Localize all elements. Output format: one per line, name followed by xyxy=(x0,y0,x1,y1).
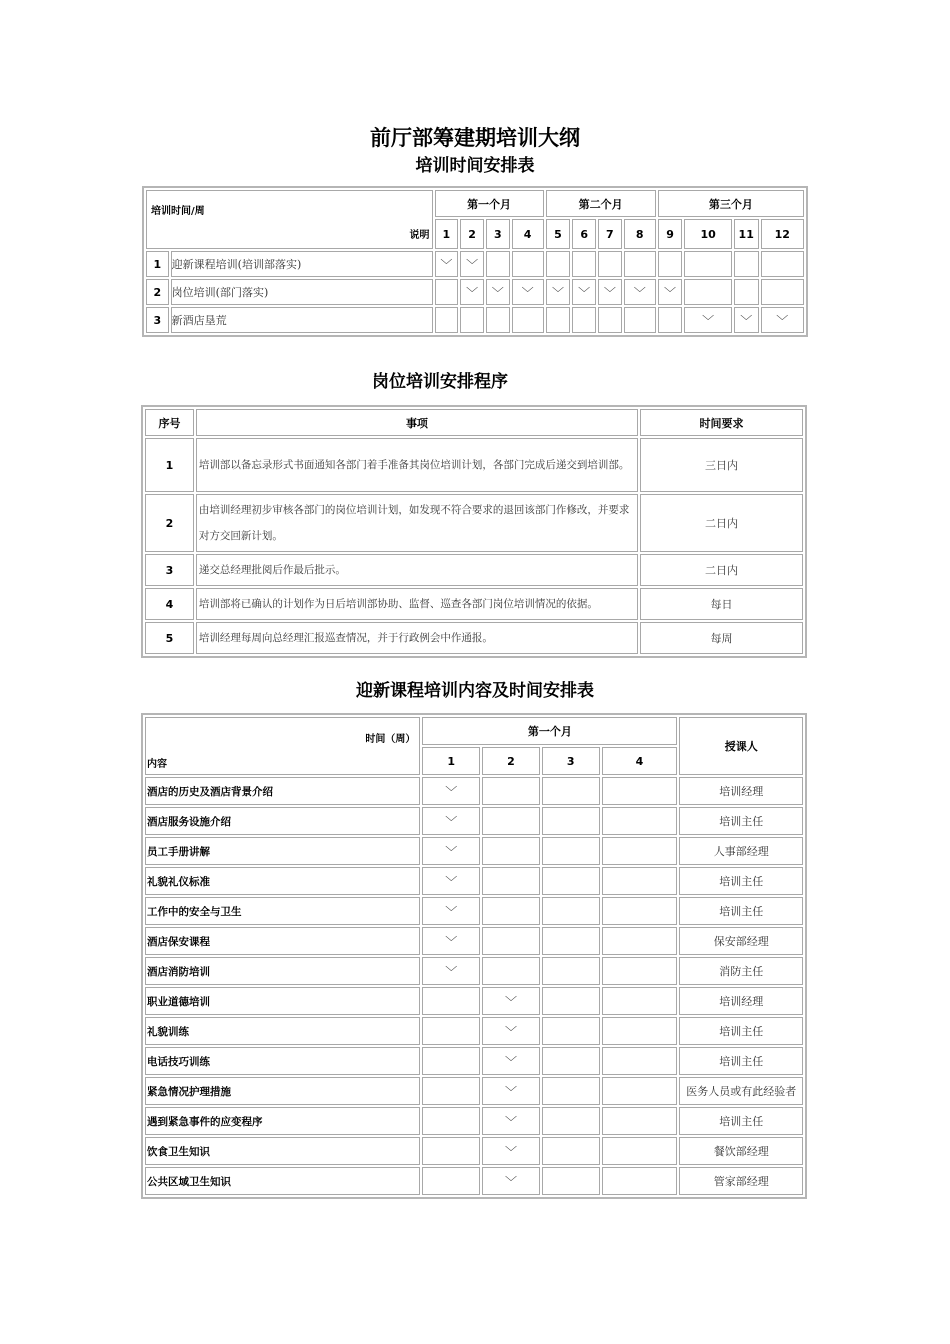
month-header: 第一个月 xyxy=(422,717,677,745)
week-mark-cell xyxy=(602,927,678,955)
row-number: 2 xyxy=(146,279,169,305)
week-mark-cell xyxy=(602,867,678,895)
month-header: 第三个月 xyxy=(658,190,804,217)
orientation-corner-bottom: 内容 xyxy=(147,759,167,770)
week-mark-cell xyxy=(486,307,510,333)
row-number: 1 xyxy=(145,438,194,492)
table-row xyxy=(145,957,803,985)
week-mark-cell xyxy=(460,307,484,333)
week-header: 4 xyxy=(512,219,544,249)
week-mark-cell xyxy=(602,777,678,805)
course-content: 酒店保安课程 xyxy=(145,927,420,955)
table-row xyxy=(146,251,804,277)
time-requirement: 二日内 xyxy=(640,554,803,586)
procedure-item: 递交总经理批阅后作最后批示。 xyxy=(196,554,638,586)
time-requirement: 三日内 xyxy=(640,438,803,492)
procedure-item: 培训部以备忘录形式书面通知各部门着手准备其岗位培训计划，各部门完成后递交到培训部。 xyxy=(196,438,638,492)
week-mark-cell: ﹀ xyxy=(624,279,656,305)
page-title: 前厅部筹建期培训大纲 xyxy=(370,126,580,150)
week-mark-cell xyxy=(734,251,759,277)
table-row xyxy=(146,307,804,333)
week-mark-cell xyxy=(435,307,459,333)
week-header: 4 xyxy=(602,747,678,775)
table-row xyxy=(146,279,804,305)
table-row xyxy=(145,554,803,586)
week-mark-cell xyxy=(542,1047,600,1075)
week-mark-cell xyxy=(761,279,804,305)
week-mark-cell xyxy=(602,1047,678,1075)
week-mark-cell: ﹀ xyxy=(460,279,484,305)
table-row xyxy=(145,1137,803,1165)
week-header: 1 xyxy=(422,747,480,775)
week-mark-cell xyxy=(482,867,540,895)
procedure-item: 培训部将已确认的计划作为日后培训部协助、监督、巡查各部门岗位培训情况的依据。 xyxy=(196,588,638,620)
week-mark-cell xyxy=(602,1077,678,1105)
page-subtitle: 培训时间安排表 xyxy=(415,156,535,176)
lecturer: 消防主任 xyxy=(679,957,803,985)
schedule-corner-header xyxy=(146,190,433,249)
week-header: 9 xyxy=(658,219,683,249)
week-mark-cell xyxy=(486,251,510,277)
week-mark-cell xyxy=(602,1107,678,1135)
table-row xyxy=(145,622,803,654)
lecturer: 餐饮部经理 xyxy=(679,1137,803,1165)
week-header: 8 xyxy=(624,219,656,249)
week-mark-cell: ﹀ xyxy=(512,279,544,305)
course-content: 酒店服务设施介绍 xyxy=(145,807,420,835)
orientation-corner-top: 时间（周） xyxy=(365,734,416,745)
course-content: 饮食卫生知识 xyxy=(145,1137,420,1165)
week-mark-cell xyxy=(542,897,600,925)
week-mark-cell xyxy=(602,957,678,985)
week-mark-cell xyxy=(572,307,596,333)
week-mark-cell xyxy=(482,837,540,865)
course-content: 职业道德培训 xyxy=(145,987,420,1015)
week-mark-cell xyxy=(602,1167,678,1195)
week-mark-cell: ﹀ xyxy=(598,279,622,305)
procedure-item: 培训经理每周向总经理汇报巡查情况，并于行政例会中作通报。 xyxy=(196,622,638,654)
week-header: 2 xyxy=(482,747,540,775)
week-mark-cell xyxy=(542,1167,600,1195)
week-mark-cell: ﹀ xyxy=(460,251,484,277)
week-mark-cell xyxy=(602,807,678,835)
week-mark-cell: ﹀ xyxy=(761,307,804,333)
row-number: 2 xyxy=(145,494,194,552)
month-header: 第一个月 xyxy=(435,190,544,217)
week-header: 6 xyxy=(572,219,596,249)
week-mark-cell: ﹀ xyxy=(435,251,459,277)
training-name: 迎新课程培训(培训部落实) xyxy=(171,251,433,277)
week-mark-cell: ﹀ xyxy=(658,279,683,305)
week-mark-cell xyxy=(602,987,678,1015)
week-mark-cell: ﹀ xyxy=(572,279,596,305)
table-row xyxy=(145,1047,803,1075)
course-content: 员工手册讲解 xyxy=(145,837,420,865)
week-mark-cell: ﹀ xyxy=(422,837,480,865)
row-number: 3 xyxy=(145,554,194,586)
week-mark-cell xyxy=(602,1137,678,1165)
column-header: 事项 xyxy=(196,409,638,436)
week-mark-cell xyxy=(422,1167,480,1195)
week-mark-cell: ﹀ xyxy=(482,1137,540,1165)
week-mark-cell: ﹀ xyxy=(482,1107,540,1135)
week-mark-cell xyxy=(542,777,600,805)
lecturer: 培训经理 xyxy=(679,777,803,805)
lecturer: 培训主任 xyxy=(679,897,803,925)
procedure-heading: 岗位培训安排程序 xyxy=(372,372,508,392)
week-mark-cell: ﹀ xyxy=(482,1047,540,1075)
lecturer: 培训主任 xyxy=(679,867,803,895)
table-row xyxy=(145,777,803,805)
week-mark-cell xyxy=(422,987,480,1015)
schedule-corner-bottom: 说明 xyxy=(409,230,430,241)
week-mark-cell xyxy=(542,1137,600,1165)
week-mark-cell xyxy=(422,1137,480,1165)
week-mark-cell xyxy=(482,957,540,985)
orientation-heading: 迎新课程培训内容及时间安排表 xyxy=(356,681,594,701)
course-content: 公共区域卫生知识 xyxy=(145,1167,420,1195)
row-number: 3 xyxy=(146,307,169,333)
week-mark-cell: ﹀ xyxy=(734,307,759,333)
course-content: 酒店的历史及酒店背景介绍 xyxy=(145,777,420,805)
week-mark-cell: ﹀ xyxy=(546,279,571,305)
column-header: 时间要求 xyxy=(640,409,803,436)
week-mark-cell xyxy=(422,1077,480,1105)
week-mark-cell xyxy=(658,251,683,277)
course-content: 酒店消防培训 xyxy=(145,957,420,985)
week-mark-cell xyxy=(542,807,600,835)
course-content: 礼貌礼仪标准 xyxy=(145,867,420,895)
orientation-corner-header xyxy=(145,717,420,775)
column-header: 序号 xyxy=(145,409,194,436)
week-mark-cell xyxy=(624,307,656,333)
course-content: 紧急情况护理措施 xyxy=(145,1077,420,1105)
week-header: 2 xyxy=(460,219,484,249)
week-header: 12 xyxy=(761,219,804,249)
week-mark-cell xyxy=(422,1047,480,1075)
week-mark-cell xyxy=(512,307,544,333)
lecturer: 保安部经理 xyxy=(679,927,803,955)
lecturer: 培训经理 xyxy=(679,987,803,1015)
week-mark-cell xyxy=(734,279,759,305)
week-mark-cell: ﹀ xyxy=(422,957,480,985)
week-mark-cell: ﹀ xyxy=(482,1167,540,1195)
week-mark-cell xyxy=(602,897,678,925)
week-header: 3 xyxy=(542,747,600,775)
week-mark-cell xyxy=(761,251,804,277)
course-content: 电话技巧训练 xyxy=(145,1047,420,1075)
table-row xyxy=(145,927,803,955)
row-number: 5 xyxy=(145,622,194,654)
table-row xyxy=(145,438,803,492)
row-number: 1 xyxy=(146,251,169,277)
week-mark-cell: ﹀ xyxy=(482,1077,540,1105)
table-row xyxy=(145,1077,803,1105)
week-mark-cell xyxy=(482,807,540,835)
orientation-table xyxy=(141,713,807,1199)
table-row xyxy=(145,987,803,1015)
table-row xyxy=(145,807,803,835)
week-mark-cell: ﹀ xyxy=(684,307,731,333)
lecturer: 培训主任 xyxy=(679,1017,803,1045)
week-mark-cell xyxy=(542,1077,600,1105)
week-mark-cell xyxy=(658,307,683,333)
lecturer: 人事部经理 xyxy=(679,837,803,865)
week-mark-cell xyxy=(684,251,731,277)
week-header: 7 xyxy=(598,219,622,249)
table-row xyxy=(145,1017,803,1045)
lecturer-header: 授课人 xyxy=(679,717,803,775)
time-requirement: 每日 xyxy=(640,588,803,620)
week-header: 10 xyxy=(684,219,731,249)
week-mark-cell xyxy=(542,867,600,895)
row-number: 4 xyxy=(145,588,194,620)
table-row xyxy=(145,1107,803,1135)
week-mark-cell xyxy=(684,279,731,305)
week-header: 11 xyxy=(734,219,759,249)
procedure-item: 由培训经理初步审核各部门的岗位培训计划，如发现不符合要求的退回该部门作修改，并要求对方交回新计划。 xyxy=(196,494,638,552)
week-mark-cell xyxy=(542,957,600,985)
week-mark-cell xyxy=(512,251,544,277)
week-mark-cell: ﹀ xyxy=(422,807,480,835)
week-mark-cell xyxy=(602,1017,678,1045)
schedule-corner-top: 培训时间/周 xyxy=(151,206,205,217)
week-mark-cell xyxy=(422,1107,480,1135)
week-mark-cell xyxy=(624,251,656,277)
course-content: 遇到紧急事件的应变程序 xyxy=(145,1107,420,1135)
week-mark-cell: ﹀ xyxy=(422,867,480,895)
week-mark-cell xyxy=(542,1107,600,1135)
table-row xyxy=(145,867,803,895)
week-mark-cell xyxy=(482,927,540,955)
table-row xyxy=(145,588,803,620)
time-requirement: 每周 xyxy=(640,622,803,654)
week-mark-cell: ﹀ xyxy=(482,987,540,1015)
week-mark-cell: ﹀ xyxy=(422,927,480,955)
week-mark-cell xyxy=(542,837,600,865)
week-mark-cell xyxy=(482,897,540,925)
week-header: 1 xyxy=(435,219,459,249)
procedure-table xyxy=(141,405,807,658)
week-mark-cell xyxy=(435,279,459,305)
lecturer: 培训主任 xyxy=(679,807,803,835)
table-row xyxy=(145,837,803,865)
week-header: 5 xyxy=(546,219,571,249)
week-mark-cell: ﹀ xyxy=(422,897,480,925)
week-mark-cell: ﹀ xyxy=(482,1017,540,1045)
week-mark-cell xyxy=(546,251,571,277)
training-schedule-table xyxy=(142,186,808,337)
week-mark-cell xyxy=(542,927,600,955)
week-mark-cell: ﹀ xyxy=(486,279,510,305)
lecturer: 培训主任 xyxy=(679,1047,803,1075)
lecturer: 培训主任 xyxy=(679,1107,803,1135)
week-mark-cell xyxy=(542,1017,600,1045)
week-mark-cell xyxy=(546,307,571,333)
lecturer: 医务人员或有此经验者 xyxy=(679,1077,803,1105)
table-row xyxy=(145,494,803,552)
week-mark-cell xyxy=(482,777,540,805)
time-requirement: 二日内 xyxy=(640,494,803,552)
week-mark-cell xyxy=(422,1017,480,1045)
training-name: 岗位培训(部门落实) xyxy=(171,279,433,305)
week-mark-cell xyxy=(572,251,596,277)
week-mark-cell xyxy=(598,251,622,277)
week-mark-cell: ﹀ xyxy=(422,777,480,805)
table-row xyxy=(145,897,803,925)
week-mark-cell xyxy=(602,837,678,865)
week-header: 3 xyxy=(486,219,510,249)
lecturer: 管家部经理 xyxy=(679,1167,803,1195)
course-content: 工作中的安全与卫生 xyxy=(145,897,420,925)
week-mark-cell xyxy=(542,987,600,1015)
week-mark-cell xyxy=(598,307,622,333)
month-header: 第二个月 xyxy=(546,190,656,217)
table-row xyxy=(145,1167,803,1195)
training-name: 新酒店垦荒 xyxy=(171,307,433,333)
course-content: 礼貌训练 xyxy=(145,1017,420,1045)
